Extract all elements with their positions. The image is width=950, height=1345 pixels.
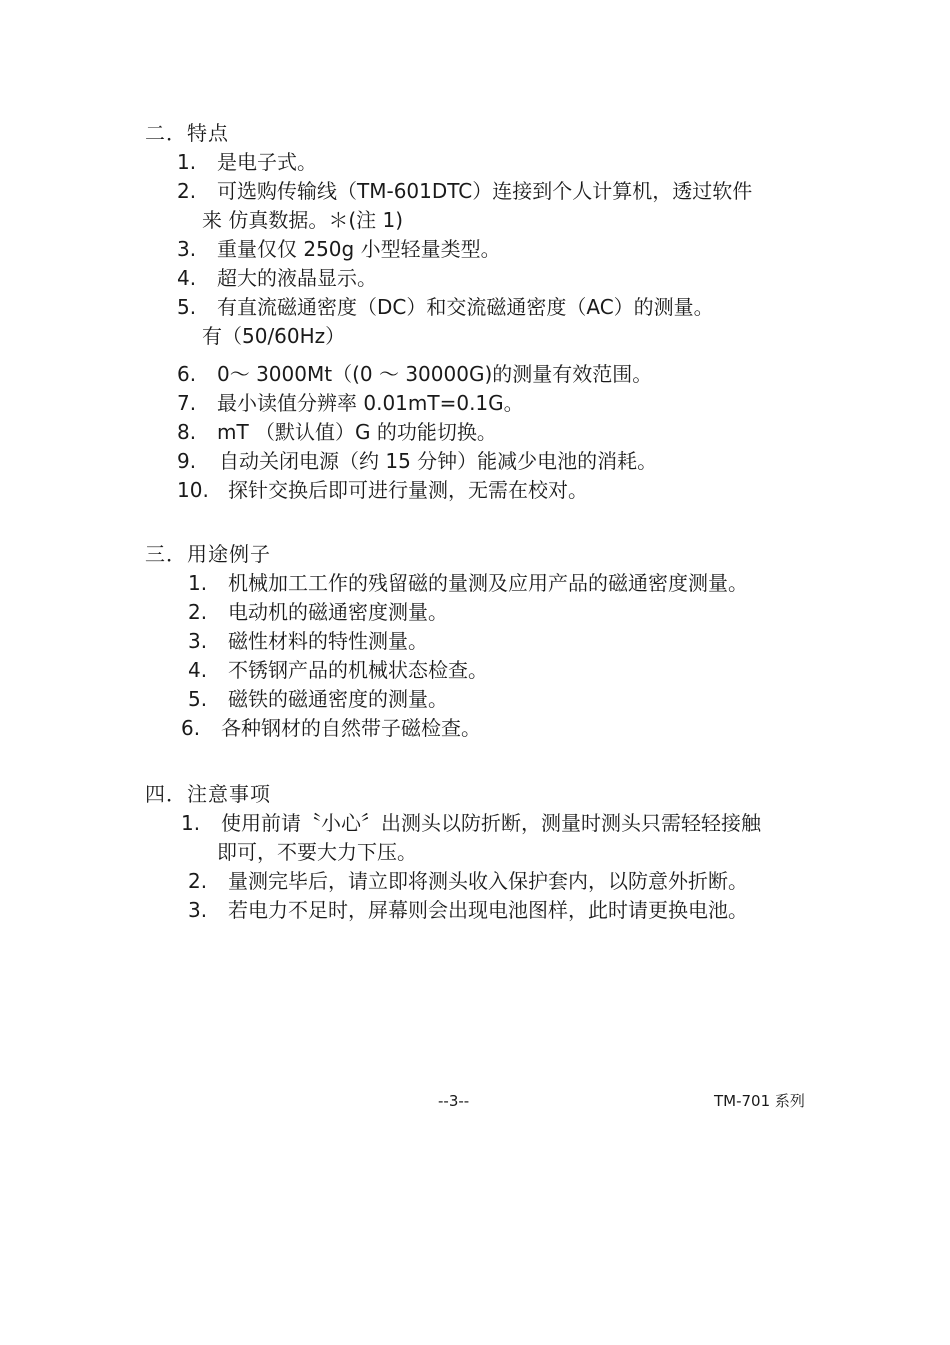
item-text: 不锈钢产品的机械状态检查。	[228, 658, 488, 682]
item-number: 1.	[181, 811, 201, 835]
item-text-continuation: 来 仿真数据。＊(注 1)	[202, 208, 404, 232]
item-text: 机械加工工作的残留磁的量测及应用产品的磁通密度测量。	[228, 571, 748, 595]
item-number: 6.	[181, 716, 201, 740]
item-text: 重量仅仅 250g 小型轻量类型。	[217, 237, 501, 261]
item-text: 最小读值分辨率 0.01mT=0.1G。	[217, 391, 524, 415]
item-text: 自动关闭电源（约 15 分钟）能减少电池的消耗。	[219, 449, 658, 473]
item-text: 磁铁的磁通密度的测量。	[228, 687, 448, 711]
item-text: 超大的液晶显示。	[217, 266, 377, 290]
item-text: 电动机的磁通密度测量。	[228, 600, 448, 624]
item-number: 1.	[177, 150, 197, 174]
item-text: 有直流磁通密度（DC）和交流磁通密度（AC）的测量。	[217, 295, 714, 319]
item-number: 2.	[188, 869, 208, 893]
item-text-continuation: 有（50/60Hz）	[202, 324, 346, 348]
item-number: 10.	[177, 478, 209, 502]
item-text: 若电力不足时，屏幕则会出现电池图样，此时请更换电池。	[228, 898, 748, 922]
item-text: 使用前请〝小心〞出测头以防折断，测量时测头只需轻轻接触	[221, 811, 761, 835]
item-text: 磁性材料的特性测量。	[228, 629, 428, 653]
section-heading-features: 二．特点	[145, 121, 229, 145]
item-number: 8.	[177, 420, 197, 444]
item-number: 4.	[177, 266, 197, 290]
item-text-continuation: 即可，不要大力下压。	[217, 840, 417, 864]
model-series-label: TM-701 系列	[714, 1092, 805, 1110]
section-heading-uses: 三．用途例子	[145, 542, 271, 566]
item-text: 可选购传输线（TM-601DTC）连接到个人计算机，透过软件	[217, 179, 753, 203]
page-number: --3--	[438, 1092, 470, 1110]
item-text: 探针交换后即可进行量测，无需在校对。	[228, 478, 588, 502]
item-text: 量测完毕后，请立即将测头收入保护套内，以防意外折断。	[228, 869, 748, 893]
item-number: 9.	[177, 449, 197, 473]
item-number: 5.	[177, 295, 197, 319]
item-number: 1.	[188, 571, 208, 595]
item-number: 3.	[177, 237, 197, 261]
item-text: 是电子式。	[217, 150, 317, 174]
item-number: 5.	[188, 687, 208, 711]
item-number: 7.	[177, 391, 197, 415]
section-heading-notes: 四．注意事项	[145, 782, 271, 806]
item-number: 2.	[177, 179, 197, 203]
item-number: 4.	[188, 658, 208, 682]
item-number: 6.	[177, 362, 197, 386]
item-number: 3.	[188, 898, 208, 922]
item-number: 3.	[188, 629, 208, 653]
item-text: 0～ 3000Mt（(0 ～ 30000G)的测量有效范围。	[217, 362, 653, 386]
item-number: 2.	[188, 600, 208, 624]
item-text: 各种钢材的自然带子磁检查。	[221, 716, 481, 740]
item-text: mT （默认值）G 的功能切换。	[217, 420, 497, 444]
